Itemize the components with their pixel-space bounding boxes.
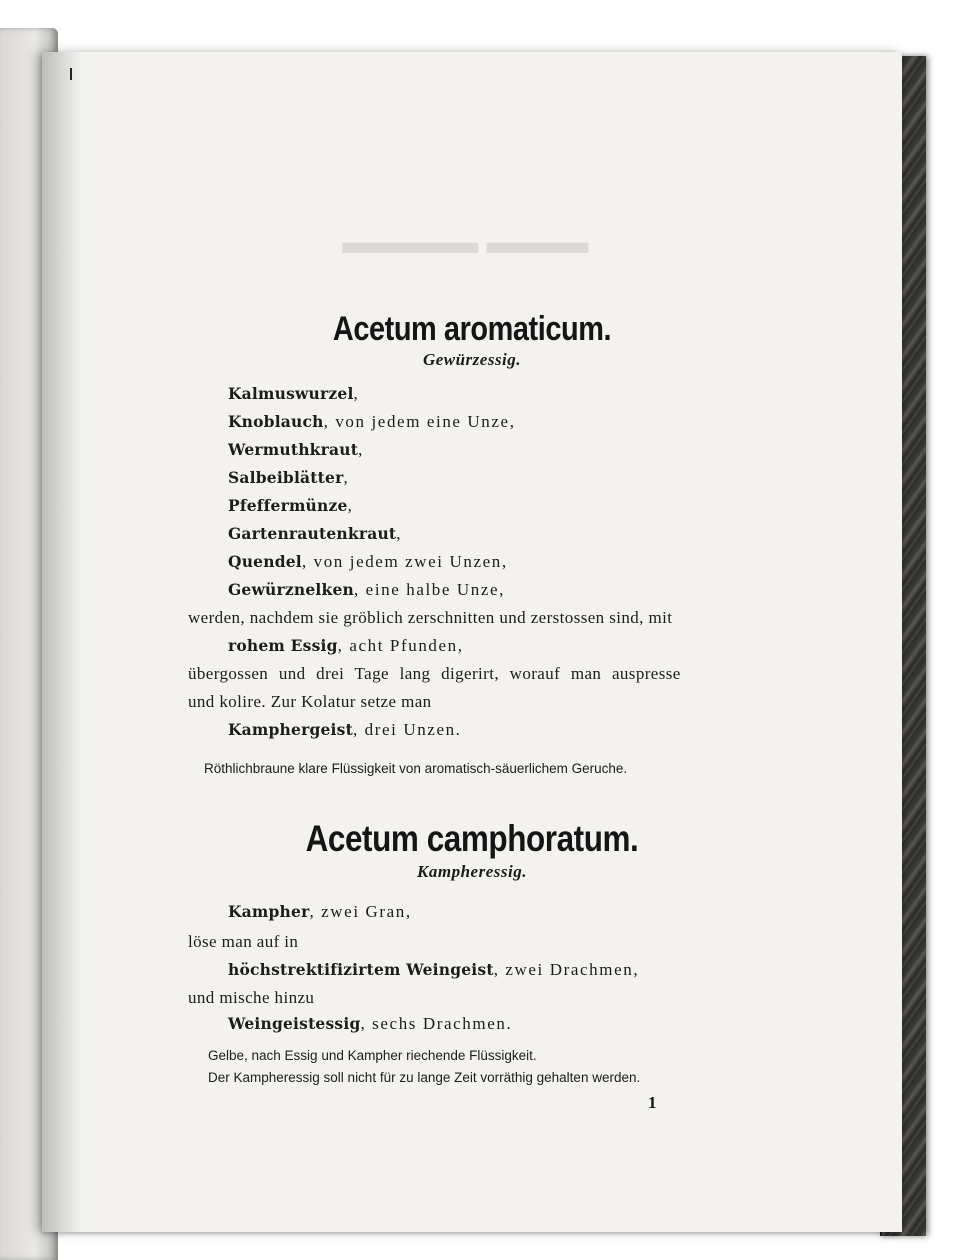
recipe-line: Gewürznelken, eine halbe Unze, (228, 580, 506, 599)
recipe-line: Kampher, zwei Gran, (228, 902, 412, 921)
recipe-line: Quendel, von jedem zwei Unzen, (228, 552, 508, 571)
recipe-line: höchstrektifizirtem Weingeist, zwei Drachmen, (228, 960, 640, 979)
recipe-line: Weingeistessig, sechs Drachmen. (228, 1014, 513, 1033)
recipe-text: und kolire. Zur Kolatur setze man (188, 692, 432, 711)
recipe-line: Knoblauch, von jedem eine Unze, (228, 412, 516, 431)
bleed-through-decoration: ▬▬▬ ▬▬▬▬ (342, 224, 589, 261)
section-title-acetum-aromaticum: Acetum aromaticum. (332, 310, 612, 348)
recipe-line: Kamphergeist, drei Unzen. (228, 720, 462, 739)
page-number: 1 (648, 1093, 657, 1112)
recipe-line: Kalmuswurzel, (228, 384, 359, 403)
recipe-note: Der Kampheressig soll nicht für zu lange Zeit vorräthig gehalten werden. (208, 1070, 641, 1085)
recipe-text: werden, nachdem sie gröblich zerschnitten und zerstossen sind, mit (188, 608, 673, 627)
section-subtitle-gewuerzessig: Gewürzessig. (422, 350, 522, 369)
recipe-text: löse man auf in (188, 932, 299, 951)
section-title-acetum-camphoratum: Acetum camphoratum. (305, 818, 639, 859)
recipe-line: Gartenrautenkraut, (228, 524, 401, 543)
recipe-note: Röthlichbraune klare Flüssigkeit von aromatisch-säuerlichem Geruche. (204, 761, 628, 776)
section-subtitle-kampheressig: Kampheressig. (417, 862, 527, 881)
recipe-line: Pfeffermünze, (228, 496, 353, 515)
recipe-line: Wermuthkraut, (228, 440, 363, 459)
recipe-text: und mische hinzu (188, 988, 315, 1007)
book-page (42, 52, 902, 1232)
gutter-mark (70, 68, 72, 80)
recipe-line: rohem Essig, acht Pfunden, (228, 636, 464, 655)
recipe-note: Gelbe, nach Essig und Kampher riechende Flüssigkeit. (208, 1048, 537, 1063)
recipe-line: Salbeiblätter, (228, 468, 349, 487)
recipe-text: übergossen und drei Tage lang digerirt, worauf man auspresse (188, 664, 681, 683)
